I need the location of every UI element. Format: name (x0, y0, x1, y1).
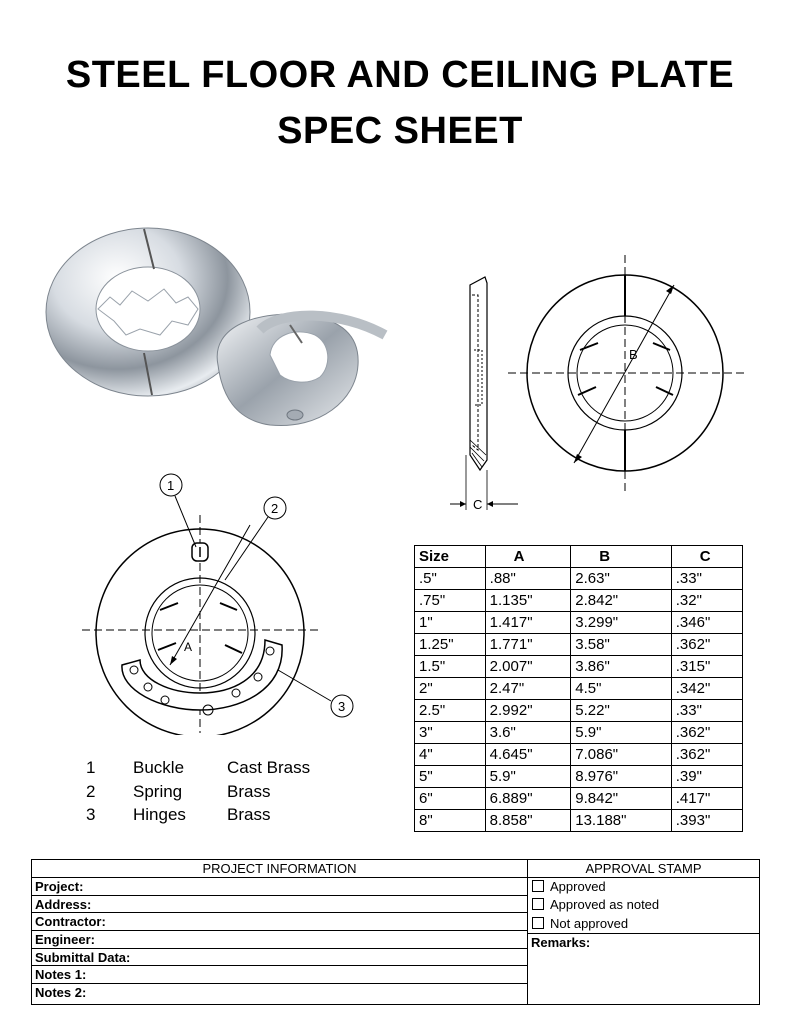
not-approved-label: Not approved (550, 915, 629, 931)
address-field[interactable]: Address: (32, 896, 527, 914)
cell-b: 7.086" (571, 744, 672, 766)
plate-photo-open (217, 314, 385, 425)
column-header-size: Size (415, 546, 486, 568)
notes-1-field[interactable]: Notes 1: (32, 966, 527, 984)
project-information-section (32, 860, 528, 1004)
engineer-field[interactable]: Engineer: (32, 931, 527, 949)
cell-c: .393" (671, 810, 742, 832)
cell-size: .5" (415, 568, 486, 590)
submittal-data-field[interactable]: Submittal Data: (32, 949, 527, 967)
cell-a: 5.9" (485, 766, 571, 788)
approved-label: Approved (550, 879, 606, 894)
cell-c: .346" (671, 612, 742, 634)
cell-c: .315" (671, 656, 742, 678)
approval-stamp-header: APPROVAL STAMP (528, 860, 759, 878)
cell-b: 5.22" (571, 700, 672, 722)
table-row (415, 656, 743, 678)
table-row (415, 766, 743, 788)
cell-size: 6" (415, 788, 486, 810)
approved-option[interactable] (528, 878, 759, 896)
cell-size: 4" (415, 744, 486, 766)
remarks-label: Remarks: (528, 933, 759, 952)
table-row (415, 678, 743, 700)
dim-a-label: A (184, 640, 193, 654)
cell-size: 3" (415, 722, 486, 744)
table-row (415, 634, 743, 656)
callout-3: 3 (338, 699, 346, 714)
cell-c: .362" (671, 744, 742, 766)
cell-a: 2.007" (485, 656, 571, 678)
checkbox-icon[interactable] (532, 880, 544, 892)
column-header-a: A (485, 546, 571, 568)
project-field[interactable]: Project: (32, 878, 527, 896)
checkbox-icon[interactable] (532, 917, 544, 929)
cell-size: 2" (415, 678, 486, 700)
approved-as-noted-label: Approved as noted (550, 897, 660, 913)
cell-a: 8.858" (485, 810, 571, 832)
cell-size: 8" (415, 810, 486, 832)
cell-a: 6.889" (485, 788, 571, 810)
dim-b-label: B (629, 347, 638, 362)
cell-b: 4.5" (571, 678, 672, 700)
part-name: Spring (133, 781, 183, 801)
parts-drawing (60, 465, 360, 735)
contractor-field[interactable]: Contractor: (32, 913, 527, 931)
cell-c: .33" (671, 568, 742, 590)
front-view-drawing (508, 255, 748, 495)
part-number: 1 (86, 758, 96, 777)
part-material: Brass (227, 781, 271, 801)
cell-b: 13.188" (571, 810, 672, 832)
cell-b: 9.842" (571, 788, 672, 810)
product-photo (40, 225, 430, 445)
part-material: Brass (227, 805, 271, 824)
part-number: 3 (86, 805, 96, 824)
table-row (415, 700, 743, 722)
table-row (415, 810, 743, 832)
table-header-row (415, 546, 743, 568)
table-row (415, 568, 743, 590)
callout-1: 1 (167, 478, 175, 493)
cell-c: .362" (671, 722, 742, 744)
table-row (415, 744, 743, 766)
cell-a: 3.6" (485, 722, 571, 744)
project-form (31, 859, 760, 1005)
not-approved-option[interactable] (528, 915, 759, 933)
cell-c: .417" (671, 788, 742, 810)
part-name: Hinges (133, 805, 186, 824)
approval-stamp-section (528, 860, 759, 1004)
cell-c: .342" (671, 678, 742, 700)
cell-size: .75" (415, 590, 486, 612)
cell-b: 3.58" (571, 634, 672, 656)
cell-size: 1" (415, 612, 486, 634)
table-row (415, 722, 743, 744)
cell-size: 5" (415, 766, 486, 788)
part-number: 2 (86, 781, 96, 801)
title-line-1: STEEL FLOOR AND CEILING PLATE (65, 54, 735, 96)
cell-a: 2.47" (485, 678, 571, 700)
spec-table (414, 545, 743, 832)
cell-b: 2.842" (571, 590, 672, 612)
cell-c: .33" (671, 700, 742, 722)
cell-a: 4.645" (485, 744, 571, 766)
cell-a: 1.135" (485, 590, 571, 612)
dim-c-label: C (473, 497, 483, 512)
callout-2: 2 (271, 501, 279, 516)
hinge-part (122, 640, 282, 710)
cell-c: .32" (671, 590, 742, 612)
notes-2-field[interactable]: Notes 2: (35, 985, 87, 1001)
project-information-header: PROJECT INFORMATION (32, 860, 527, 878)
checkbox-icon[interactable] (532, 898, 544, 910)
cell-a: 2.992" (485, 700, 571, 722)
part-material: Cast Brass (227, 758, 311, 777)
cell-b: 3.299" (571, 612, 672, 634)
column-header-b: B (571, 546, 672, 568)
cell-b: 8.976" (571, 766, 672, 788)
table-row (415, 788, 743, 810)
cell-b: 3.86" (571, 656, 672, 678)
column-header-c: C (671, 546, 742, 568)
cell-c: .362" (671, 634, 742, 656)
table-row (415, 612, 743, 634)
table-row (415, 590, 743, 612)
cell-a: 1.771" (485, 634, 571, 656)
approved-as-noted-option[interactable] (528, 896, 759, 914)
cell-size: 1.25" (415, 634, 486, 656)
cell-b: 2.63" (571, 568, 672, 590)
cell-size: 1.5" (415, 656, 486, 678)
cell-b: 5.9" (571, 722, 672, 744)
part-name: Buckle (133, 758, 185, 777)
cell-a: 1.417" (485, 612, 571, 634)
cell-size: 2.5" (415, 700, 486, 722)
cell-a: .88" (485, 568, 571, 590)
cell-c: .39" (671, 766, 742, 788)
title-line-2: SPEC SHEET (277, 110, 523, 152)
